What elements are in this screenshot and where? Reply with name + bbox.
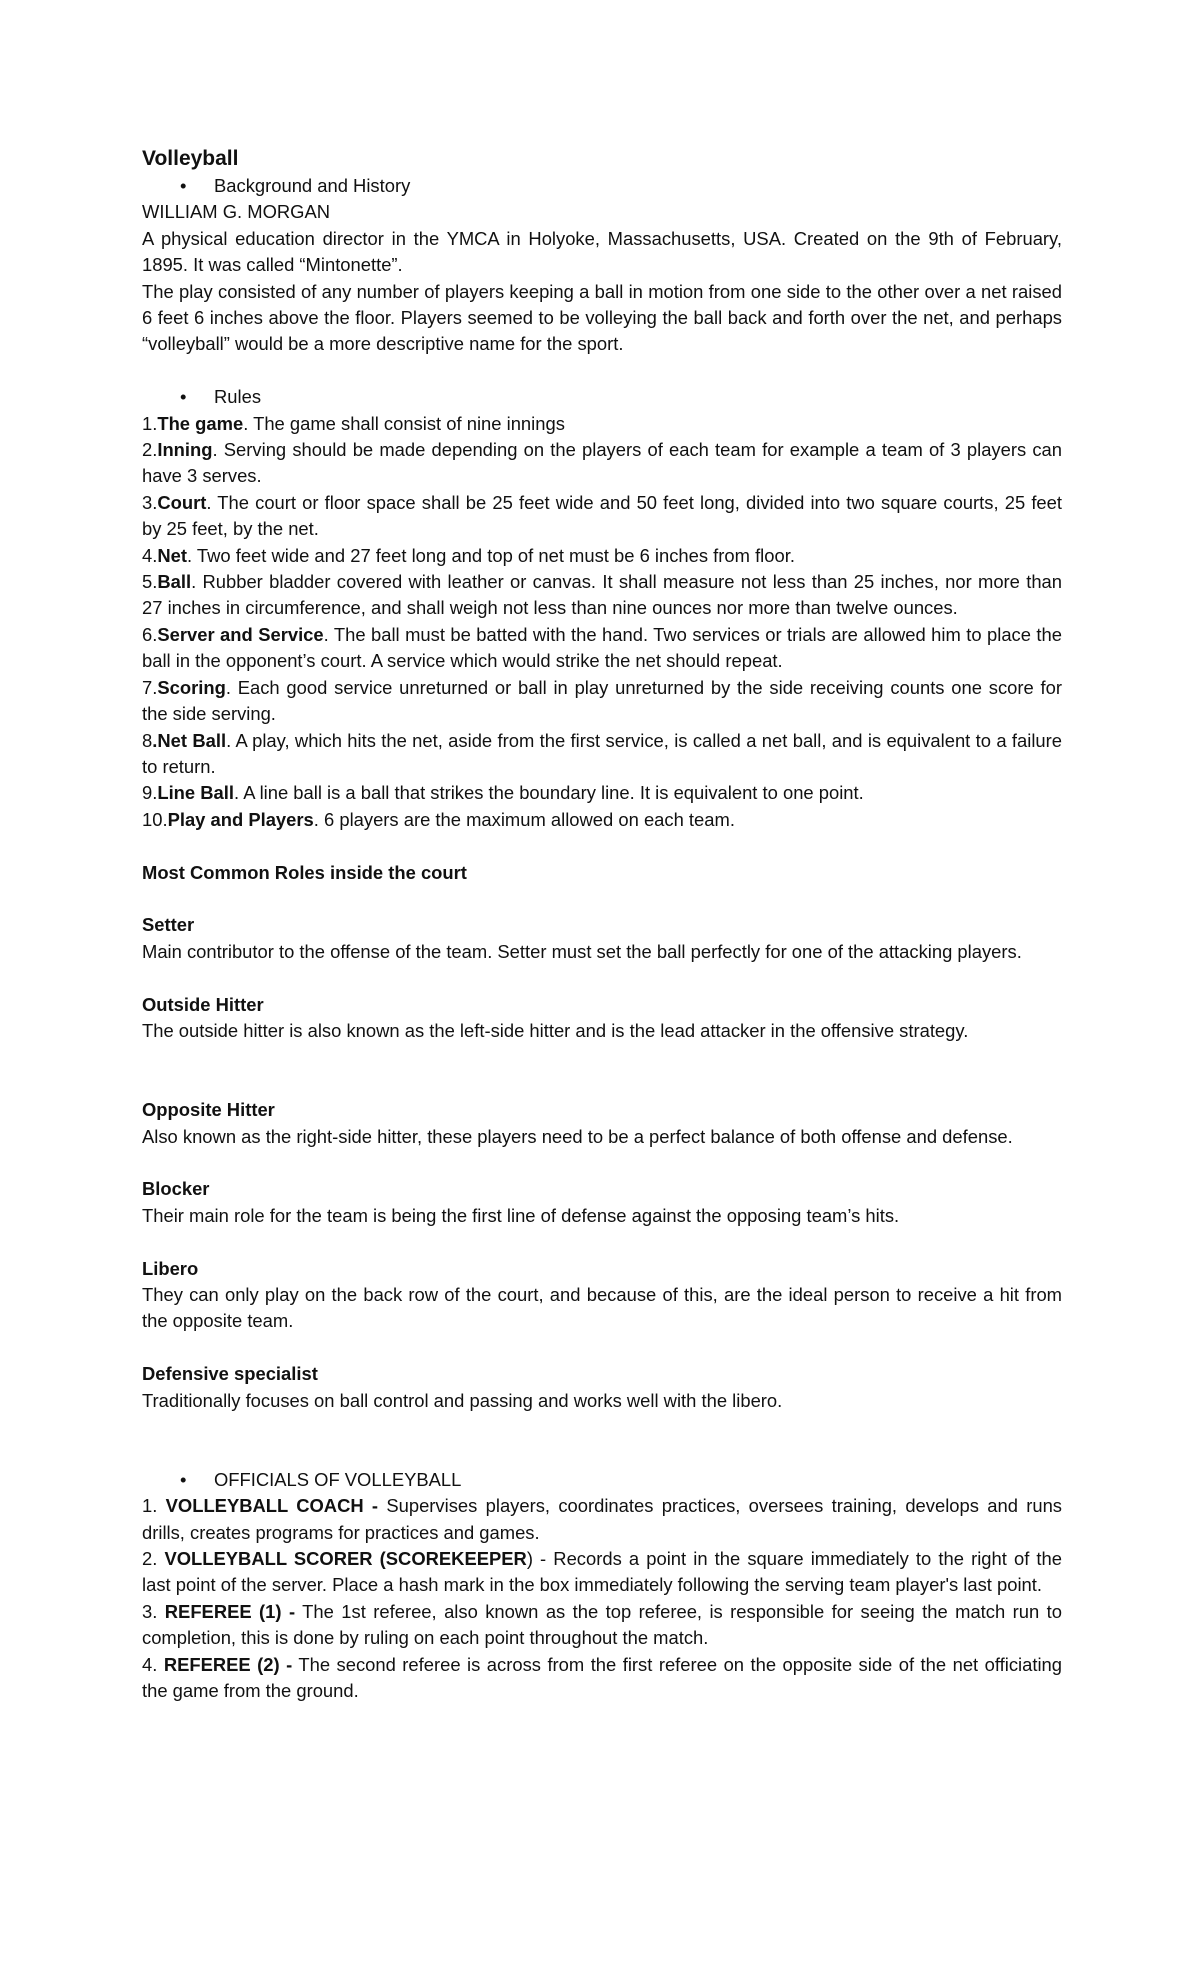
role-text-outside-hitter: The outside hitter is also known as the left-side hitter and is the lead attacker in the offensive strategy.: [142, 1019, 969, 1041]
spacer: [142, 1044, 1062, 1097]
bullet-rules-label: Rules: [214, 386, 262, 408]
roles-heading: [142, 860, 1062, 886]
document-body: [142, 145, 1062, 1704]
rule-text: . The game shall consist of nine innings: [243, 412, 565, 434]
rule-item: [142, 569, 1062, 622]
official-term: VOLLEYBALL COACH -: [165, 1495, 379, 1517]
official-item: [142, 1546, 1062, 1599]
background-paragraph-1: A physical education director in the YMCA in Holyoke, Massachusetts, USA. Created on the 9th of February, 1895. It was called “Mintonette”.: [142, 227, 1062, 276]
role-title: Libero: [142, 1257, 199, 1279]
role-title: Opposite Hitter: [142, 1099, 275, 1121]
rule-number: 6.: [142, 623, 158, 645]
rule-number: 1.: [142, 412, 158, 434]
rule-item: [142, 728, 1062, 781]
rule-number: 5.: [142, 571, 158, 593]
rule-text: . 6 players are the maximum allowed on each team.: [313, 808, 735, 830]
spacer: [142, 1150, 1062, 1176]
rule-text: . A play, which hits the net, aside from the first service, is called a net ball, and is equivalent to a failure to return.: [142, 729, 1062, 777]
bullet-background: [142, 173, 1062, 199]
bullet-dot-icon: •: [180, 175, 187, 196]
role-title-blocker: [142, 1176, 1062, 1202]
official-text: The second referee is across from the first referee on the opposite side of the net officiating the game from the ground.: [142, 1653, 1062, 1702]
rule-text: . Each good service unreturned or ball in play unreturned by the side receiving counts one score for the side serving.: [142, 676, 1062, 725]
rule-term: .Net Ball: [152, 729, 227, 751]
spacer: [142, 1414, 1062, 1467]
official-text: ) - Records a point in the square immediately to the right of the last point of the server. Place a hash mark in the box immediately following the serving team player's last point.: [142, 1547, 1062, 1596]
role-text-libero: They can only play on the back row of the court, and because of this, are the ideal person to receive a hit from the opposite team.: [142, 1283, 1062, 1332]
spacer: [142, 965, 1062, 991]
bullet-dot-icon: •: [180, 1468, 187, 1490]
rule-term: Ball: [157, 571, 192, 593]
official-number: 3.: [142, 1600, 165, 1622]
rule-number: 4.: [142, 544, 158, 566]
rule-item: [142, 437, 1062, 490]
bullet-background-label: Background and History: [214, 175, 411, 196]
rule-term: The game: [157, 412, 244, 434]
bullet-dot-icon: •: [180, 386, 187, 408]
rule-item: [142, 807, 1062, 833]
rule-text: . Two feet wide and 27 feet long and top of net must be 6 inches from floor.: [186, 544, 795, 566]
document-title: Volleyball: [142, 147, 239, 170]
spacer: [142, 358, 1062, 384]
official-text: Supervises players, coordinates practices, oversees training, develops and runs drills, creates programs for practices and games.: [142, 1495, 1062, 1543]
rule-text: . Serving should be made depending on the players of each team for example a team of 3 players can have 3 serves.: [142, 439, 1062, 487]
rule-term: Line Ball: [157, 782, 234, 804]
inventor-name: WILLIAM G. MORGAN: [142, 201, 331, 223]
bullet-rules: [142, 384, 1062, 410]
rule-term: Net: [157, 544, 187, 566]
rule-item: [142, 543, 1062, 569]
bullet-officials: [142, 1467, 1062, 1493]
official-term: VOLLEYBALL SCORER (SCOREKEEPER: [164, 1547, 527, 1569]
role-title: Defensive specialist: [142, 1363, 318, 1385]
rule-term: Scoring: [157, 676, 226, 698]
spacer: [142, 886, 1062, 912]
rule-number: 8: [142, 729, 153, 751]
official-item: [142, 1599, 1062, 1652]
official-term: REFEREE (2) -: [163, 1653, 293, 1675]
rule-term: Inning: [157, 439, 213, 461]
rule-item: [142, 780, 1062, 806]
official-number: 2.: [142, 1547, 165, 1569]
rule-item: [142, 622, 1062, 675]
rule-number: 2.: [142, 439, 158, 461]
roles-heading-text: Most Common Roles inside the court: [142, 861, 467, 883]
rule-number: 3.: [142, 491, 158, 513]
role-text-opposite-hitter: Also known as the right-side hitter, these players need to be a perfect balance of both offense and defense.: [142, 1125, 1013, 1147]
bullet-officials-label: OFFICIALS OF VOLLEYBALL: [214, 1468, 462, 1490]
official-number: 1.: [142, 1495, 166, 1517]
official-item: [142, 1493, 1062, 1546]
role-title: Outside Hitter: [142, 993, 264, 1015]
official-item: [142, 1652, 1062, 1705]
rule-term: Play and Players: [167, 808, 314, 830]
rule-term: Server and Service: [157, 623, 324, 645]
rule-text: . Rubber bladder covered with leather or canvas. It shall measure not less than 25 inches, nor more than 27 inches in circumference, and shall weigh not less than nine ounces nor more than twelve ounces.: [142, 571, 1062, 619]
spacer: [142, 833, 1062, 859]
role-text-defensive-specialist: Traditionally focuses on ball control and passing and works well with the libero.: [142, 1389, 783, 1411]
rule-text: . The court or floor space shall be 25 feet wide and 50 feet long, divided into two square courts, 25 feet by 25 feet, by the net.: [142, 491, 1062, 540]
spacer: [142, 1229, 1062, 1255]
role-title: Blocker: [142, 1178, 210, 1200]
rule-item: [142, 411, 1062, 437]
rule-text: . A line ball is a ball that strikes the boundary line. It is equivalent to one point.: [234, 782, 864, 804]
background-paragraph-2: The play consisted of any number of players keeping a ball in motion from one side to the other over a net raised 6 feet 6 inches above the floor. Players seemed to be volleying the ball back and forth over the net, and perhaps “volleyball” would be a more descriptive name for the sport.: [142, 280, 1062, 355]
rule-item: [142, 490, 1062, 543]
rule-number: 9.: [142, 782, 158, 804]
official-term: REFEREE (1) -: [164, 1600, 296, 1622]
official-text: The 1st referee, also known as the top referee, is responsible for seeing the match run to completion, this is done by ruling on each point throughout the match.: [142, 1600, 1062, 1649]
role-title-opposite-hitter: [142, 1097, 1062, 1123]
rule-number: 7.: [142, 676, 158, 698]
role-title-setter: [142, 912, 1062, 938]
role-title: Setter: [142, 914, 195, 936]
role-title-defensive-specialist: [142, 1361, 1062, 1387]
rule-text: . The ball must be batted with the hand. Two services or trials are allowed him to place the ball in the opponent’s court. A service which would strike the net should repeat.: [142, 623, 1062, 672]
rule-number: 10.: [142, 808, 168, 830]
role-title-libero: [142, 1256, 1062, 1282]
role-title-outside-hitter: [142, 992, 1062, 1018]
rule-term: Court: [157, 491, 207, 513]
rule-item: [142, 675, 1062, 728]
spacer: [142, 1335, 1062, 1361]
role-text-setter: Main contributor to the offense of the team. Setter must set the ball perfectly for one of the attacking players.: [142, 940, 1022, 962]
official-number: 4.: [142, 1653, 164, 1675]
role-text-blocker: Their main role for the team is being the first line of defense against the opposing team’s hits.: [142, 1204, 900, 1226]
